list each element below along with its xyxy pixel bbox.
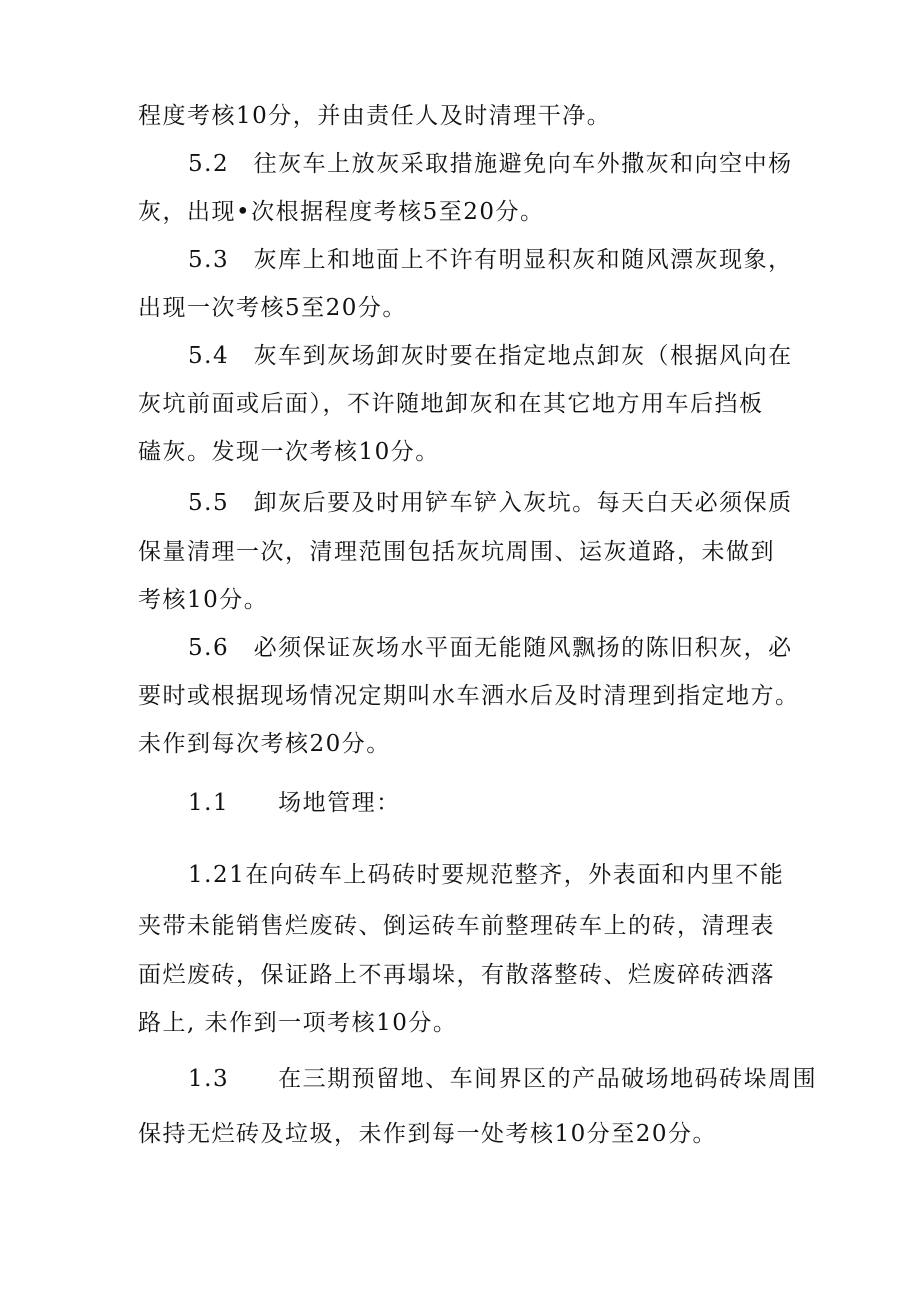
paragraph-5-6-line-3: 未作到每次考核20分。 xyxy=(138,731,391,757)
paragraph-1-21-line-4: 路上, 未作到一项考核10分。 xyxy=(138,1010,458,1036)
text-line: 程度考核10分，并由责任人及时清理干净。 xyxy=(138,103,612,129)
paragraph-5-3-line-1: 5.3 灰库上和地面上不许有明显积灰和随风漂灰现象， xyxy=(188,247,793,273)
paragraph-1-21-line-1: 1.21在向砖车上码砖时要规范整齐，外表面和内里不能 xyxy=(188,862,785,888)
paragraph-5-5-line-2: 保量清理一次，清理范围包括灰坑周围、运灰道路，未做到 xyxy=(138,539,775,565)
paragraph-5-3-line-2: 出现一次考核5至20分。 xyxy=(138,295,407,321)
paragraph-5-4-line-2: 灰坑前面或后面），不许随地卸灰和在其它地方用车后挡板 xyxy=(138,391,764,417)
paragraph-5-2-line-1: 5.2 往灰车上放灰采取措施避免向车外撒灰和向空中杨 xyxy=(188,151,793,177)
paragraph-1-3-line-2: 保持无烂砖及垃圾，未作到每一处考核10分至20分。 xyxy=(138,1121,718,1147)
paragraph-5-2-line-2: 灰，出现•次根据程度考核5至20分。 xyxy=(138,199,545,225)
section-heading-1-1: 1.1 场地管理： xyxy=(188,790,401,816)
paragraph-5-5-line-3: 考核10分。 xyxy=(138,587,269,613)
paragraph-5-6-line-2: 要时或根据现场情况定期叫水车洒水后及时清理到指定地方。 xyxy=(138,683,800,709)
paragraph-1-21-line-3: 面烂废砖，保证路上不再塌垛，有散落整砖、烂废碎砖洒落 xyxy=(138,962,775,988)
paragraph-5-4-line-3: 磕灰。发现一次考核10分。 xyxy=(138,439,440,465)
paragraph-1-3-line-1: 1.3 在三期预留地、车间界区的产品破场地码砖垛周围 xyxy=(188,1066,818,1092)
paragraph-1-21-line-2: 夹带未能销售烂废砖、倒运砖车前整理砖车上的砖，清理表 xyxy=(138,913,775,939)
paragraph-5-5-line-1: 5.5 卸灰后要及时用铲车铲入灰坑。每天白天必须保质 xyxy=(188,490,793,516)
paragraph-5-4-line-1: 5.4 灰车到灰场卸灰时要在指定地点卸灰（根据风向在 xyxy=(188,343,793,369)
paragraph-5-6-line-1: 5.6 必须保证灰场水平面无能随风飘扬的陈旧积灰，必 xyxy=(188,635,793,661)
